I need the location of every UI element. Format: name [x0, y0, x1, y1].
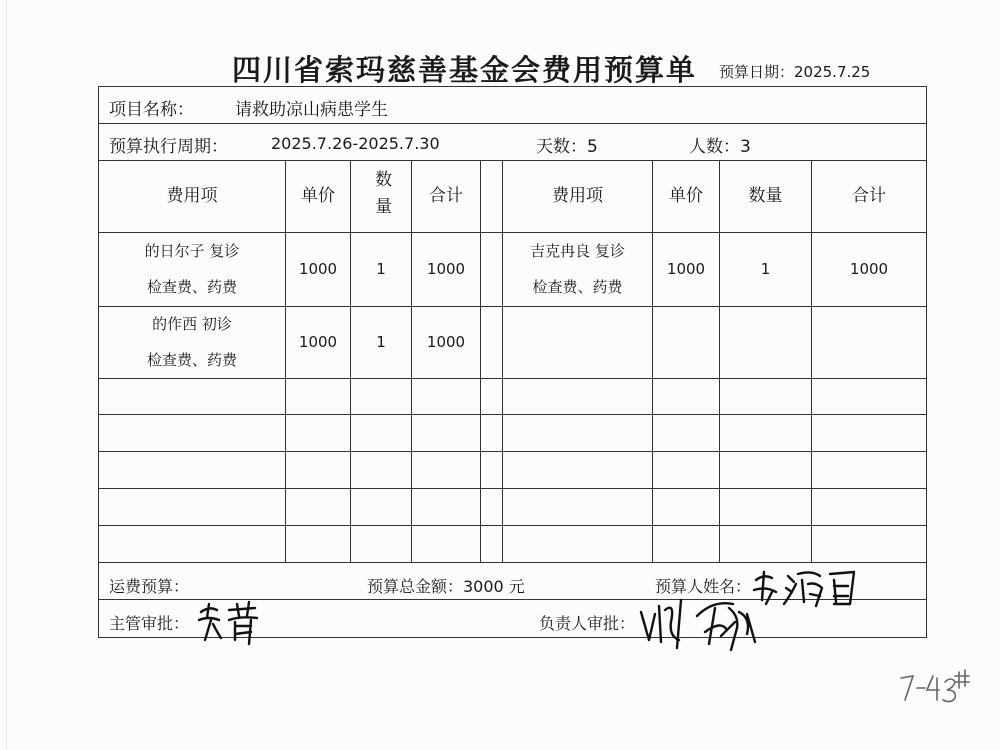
- supervisor-signature: [195, 600, 265, 646]
- table-row-left-2-total: 1000: [426, 333, 466, 352]
- supervisor-approval-label: 主管审批：: [109, 614, 190, 633]
- table-row-right-1-price: 1000: [666, 260, 706, 279]
- scan-edge: [6, 0, 7, 750]
- col-header-qty-left: 数量: [371, 169, 392, 224]
- project-name-label: 项目名称：: [109, 100, 194, 120]
- item-line-1: 的作西 初诊: [152, 315, 232, 334]
- project-name-value: 请救助凉山病患学生: [235, 100, 388, 120]
- table-row-left-1-qty: 1: [376, 260, 386, 279]
- table-row-left-2-qty: 1: [376, 333, 386, 352]
- total-amount: 预算总金额：3000 元: [367, 577, 525, 596]
- col-header-qty-right: 数量: [748, 186, 783, 207]
- margin-note: [897, 668, 972, 708]
- col-header-item-right: 费用项: [552, 186, 603, 207]
- table-row-left-1-total: 1000: [426, 260, 466, 279]
- item-line-2: 检查费、药费: [532, 277, 623, 296]
- col-header-price-right: 单价: [669, 186, 703, 207]
- item-line-2: 检查费、药费: [146, 277, 237, 296]
- budget-form: [98, 86, 927, 638]
- responsible-approval-label: 负责人审批：: [539, 614, 636, 633]
- col-header-price-left: 单价: [301, 186, 335, 207]
- responsible-signature: [635, 592, 775, 654]
- period-value: 2025.7.26-2025.7.30: [271, 134, 440, 153]
- days-count: 天数：5: [536, 137, 598, 157]
- item-line-1: 的日尔子 复诊: [144, 242, 240, 261]
- item-line-1: 吉克冉良 复诊: [530, 242, 625, 261]
- period-label: 预算执行周期：: [109, 137, 228, 157]
- document-title: 四川省索玛慈善基金会费用预算单: [232, 53, 698, 87]
- col-header-item-left: 费用项: [166, 186, 218, 207]
- table-row-left-1-item: [99, 233, 285, 306]
- col-header-total-left: 合计: [429, 186, 463, 207]
- table-row-right-1-qty: 1: [760, 260, 771, 279]
- col-header-total-right: 合计: [852, 186, 886, 207]
- table-row-left-2-price: 1000: [298, 333, 338, 352]
- table-row-left-1-price: 1000: [298, 260, 338, 279]
- table-row-right-1-total: 1000: [849, 260, 889, 279]
- transport-budget-label: 运费预算：: [109, 577, 190, 596]
- people-count: 人数：3: [689, 137, 751, 157]
- table-row-right-1-item: [503, 233, 652, 306]
- preparer-name-label: 预算人姓名：: [655, 577, 752, 596]
- table-row-left-2-item: [99, 307, 285, 378]
- item-line-2: 检查费、药费: [146, 350, 237, 369]
- budget-date: 预算日期：2025.7.25: [719, 63, 871, 81]
